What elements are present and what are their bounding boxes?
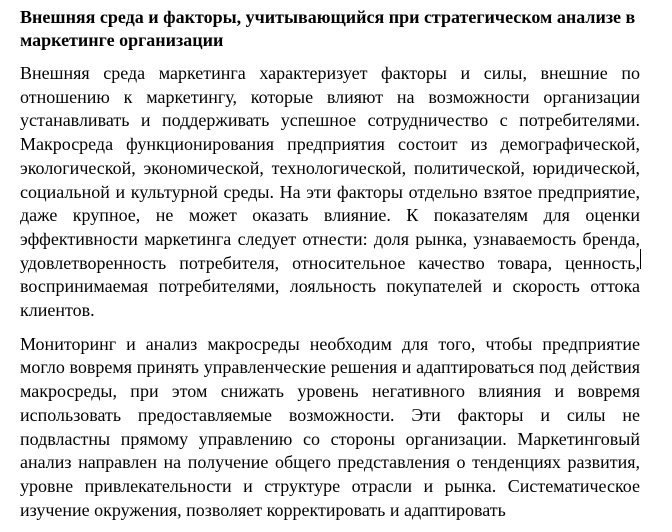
paragraph-monitoring-analysis[interactable]: Мониторинг и анализ макросреды необходим для того, чтобы предприятие могло вовремя принять управленческие решения и адаптироваться под действия макросреды, при этом снижать уровень негативного влияния и вовремя использовать предоставляемые возможности. Эти факторы и силы не подвластны прямому управлению со стороны организации. Маркетинговый анализ направлен на получение общего представления о тенденциях развития, уровне привлекательности и структуре отрасли и рынка. Систематическое изучение окружения, позволяет корректировать и адаптировать xyxy=(20,333,640,520)
text-cursor xyxy=(640,249,641,269)
paragraph-external-environment[interactable]: Внешняя среда маркетинга характеризует факторы и силы, внешние по отношению к маркетингу, которые влияют на возможности организации устанавливать и поддерживать успешное сотрудничество с потребителями. Макросреда функционирования предприятия состоит из демографической, экологической, экономической, технологической, политической, юридической, социальной и культурной среды. На эти факторы отдельно взятое предприятие, даже крупное, не может оказать влияние. К показателям для оценки эффективности маркетинга следует отнести: доля рынка, узнаваемость бренда, удовлетворенность потребителя, относительное качество товара, ценность, воспринимаемая потребителями, лояльность покупателей и скорость оттока клиентов. xyxy=(20,63,640,321)
document-page xyxy=(20,6,640,532)
document-title: Внешняя среда и факторы, учитывающийся при стратегическом анализе в маркетинге организации xyxy=(20,7,636,50)
